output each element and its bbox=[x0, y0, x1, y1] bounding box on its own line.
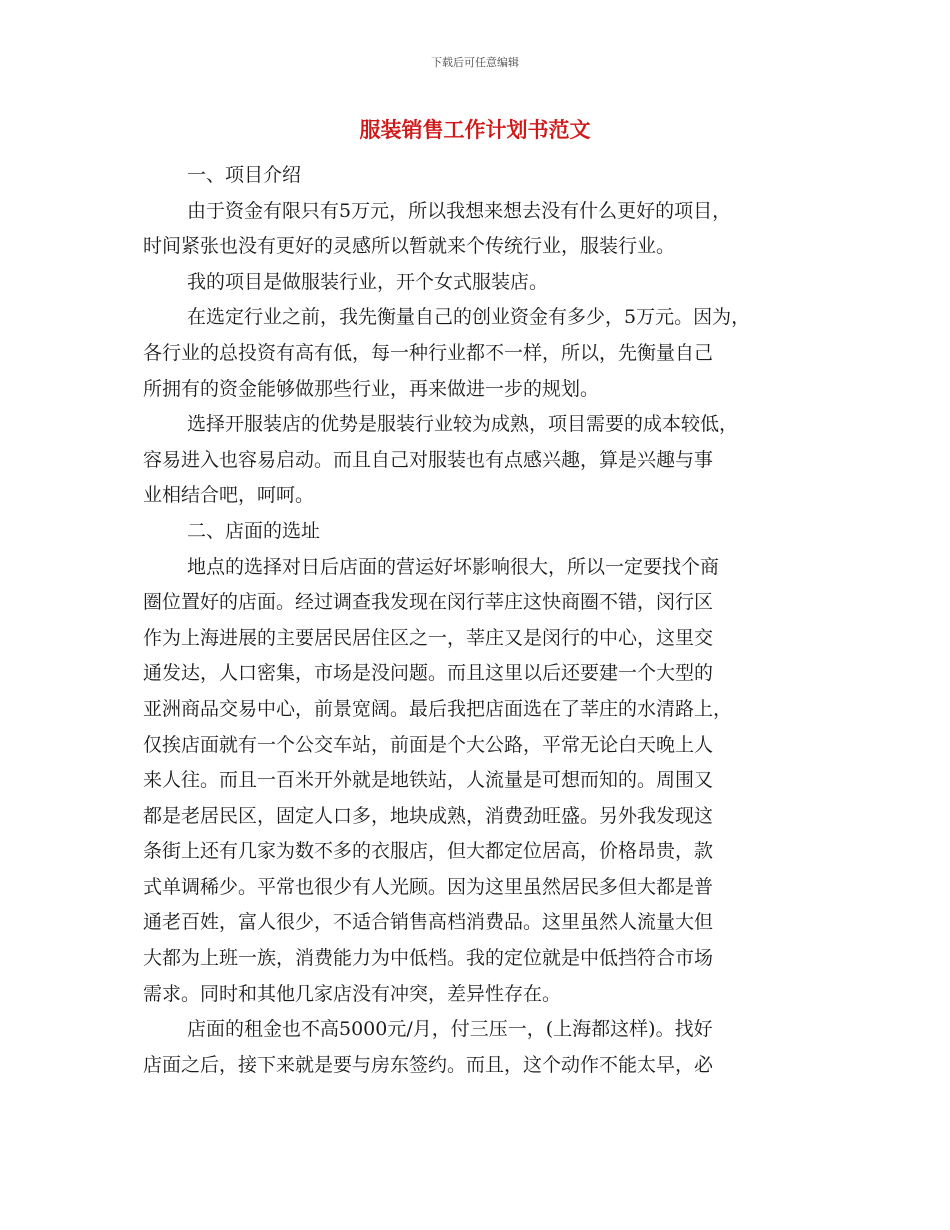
text-line: 店面之后，接下来就是要与房东签约。而且，这个动作不能太早，必 bbox=[143, 1053, 714, 1076]
text-line: 店面的租金也不高5000元/月，付三压一，(上海都这样)。找好 bbox=[187, 1018, 713, 1041]
text-line: 通发达，人口密集，市场是没问题。而且这里以后还要建一个大型的 bbox=[143, 662, 714, 685]
document-body bbox=[143, 158, 803, 1083]
text-line: 选择开服装店的优势是服装行业较为成熟，项目需要的成本较低， bbox=[187, 413, 739, 436]
text-line: 所拥有的资金能够做那些行业，再来做进一步的规划。 bbox=[143, 377, 600, 400]
text-line: 式单调稀少。平常也很少有人光顾。因为这里虽然居民多但大都是普 bbox=[143, 875, 714, 898]
document-title: 服装销售工作计划书范文 bbox=[359, 117, 591, 142]
text-line: 作为上海进展的主要居民居住区之一，莘庄又是闵行的中心，这里交 bbox=[143, 626, 714, 649]
text-line: 都是老居民区，固定人口多，地块成熟，消费劲旺盛。另外我发现这 bbox=[143, 804, 714, 827]
text-line: 业相结合吧，呵呵。 bbox=[143, 484, 315, 507]
text-line: 地点的选择对日后店面的营运好坏影响很大，所以一定要找个商 bbox=[187, 555, 720, 578]
text-line: 来人往。而且一百米开外就是地铁站，人流量是可想而知的。周围又 bbox=[143, 769, 714, 792]
text-line: 亚洲商品交易中心，前景宽阔。最后我把店面选在了莘庄的水清路上， bbox=[143, 697, 733, 720]
text-line: 条街上还有几家为数不多的衣服店，但大都定位居高，价格昂贵，款 bbox=[143, 840, 714, 863]
text-line: 各行业的总投资有高有低，每一种行业都不一样，所以，先衡量自己 bbox=[143, 341, 714, 364]
text-line: 仅挨店面就有一个公交车站，前面是个大公路，平常无论白天晚上人 bbox=[143, 733, 714, 756]
text-line: 一、项目介绍 bbox=[187, 164, 302, 186]
text-line: 需求。同时和其他几家店没有冲突，差异性存在。 bbox=[143, 982, 562, 1005]
text-line: 时间紧张也没有更好的灵感所以暂就来个传统行业，服装行业。 bbox=[143, 235, 676, 258]
text-line: 由于资金有限只有5万元，所以我想来想去没有什么更好的项目， bbox=[187, 199, 732, 222]
text-line: 圈位置好的店面。经过调查我发现在闵行莘庄这快商圈不错，闵行区 bbox=[143, 591, 714, 614]
text-line: 我的项目是做服装行业，开个女式服装店。 bbox=[187, 270, 549, 293]
header-note: 下载后可任意编辑 bbox=[431, 56, 519, 69]
text-line: 二、店面的选址 bbox=[187, 519, 321, 542]
text-line: 通老百姓，富人很少，不适合销售高档消费品。这里虽然人流量大但 bbox=[143, 911, 714, 934]
text-line: 大都为上班一族，消费能力为中低档。我的定位就是中低挡符合市场 bbox=[143, 947, 714, 970]
text-line: 容易进入也容易启动。而且自己对服装也有点感兴趣，算是兴趣与事 bbox=[143, 448, 714, 471]
text-line: 在选定行业之前，我先衡量自己的创业资金有多少，5万元。因为， bbox=[187, 306, 751, 329]
